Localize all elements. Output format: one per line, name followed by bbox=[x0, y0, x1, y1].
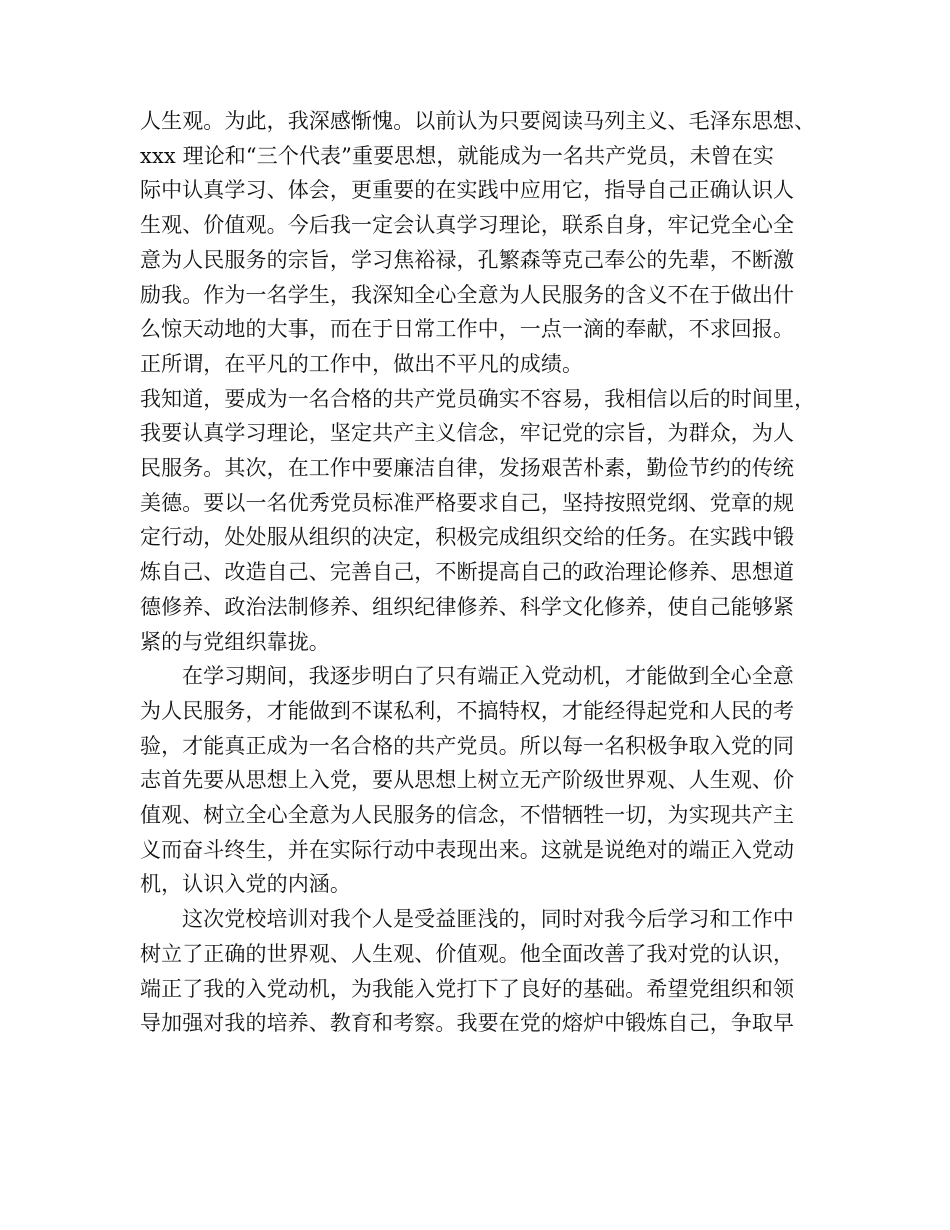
text-line: 为人民服务，才能做到不谋私利，不搞特权，才能经得起党和人民的考 bbox=[140, 698, 795, 723]
text-line: 炼自己、改造自己、完善自己，不断提高自己的政治理论修养、思想道 bbox=[140, 560, 795, 585]
text-line: 端正了我的入党动机，为我能入党打下了良好的基础。希望党组织和领 bbox=[140, 976, 795, 1001]
paragraph-2 bbox=[140, 382, 820, 660]
text-line: 树立了正确的世界观、人生观、价值观。他全面改善了我对党的认识， bbox=[140, 941, 795, 966]
text-line: 志首先要从思想上入党，要从思想上树立无产阶级世界观、人生观、价 bbox=[140, 768, 795, 793]
text-line: 定行动，处处服从组织的决定，积极完成组织交给的任务。在实践中锻 bbox=[140, 525, 795, 550]
document-body bbox=[140, 104, 820, 1041]
text-line: 我知道，要成为一名合格的共产党员确实不容易，我相信以后的时间里， bbox=[140, 386, 816, 411]
text-line: 生观、价值观。今后我一定会认真学习理论，联系自身，牢记党全心全 bbox=[140, 213, 795, 238]
text-line: 美德。要以一名优秀党员标准严格要求自己，坚持按照党纲、党章的规 bbox=[140, 490, 795, 515]
text-line: 我要认真学习理论，坚定共产主义信念，牢记党的宗旨，为群众，为人 bbox=[140, 421, 795, 446]
text-line: 机，认识入党的内涵。 bbox=[140, 872, 351, 897]
text-line: 值观、树立全心全意为人民服务的信念，不惜牺牲一切，为实现共产主 bbox=[140, 803, 795, 828]
text-line: 人生观。为此，我深感惭愧。以前认为只要阅读马列主义、毛泽东思想、 bbox=[140, 109, 816, 133]
text-line: 验，才能真正成为一名合格的共产党员。所以每一名积极争取入党的同 bbox=[140, 733, 795, 758]
text-line: 德修养、政治法制修养、组织纪律修养、科学文化修养，使自己能够紧 bbox=[140, 594, 795, 619]
text-line: 么惊天动地的大事，而在于日常工作中，一点一滴的奉献，不求回报。 bbox=[140, 317, 795, 342]
text-line: 际中认真学习、体会，更重要的在实践中应用它，指导自己正确认识人 bbox=[140, 178, 795, 203]
text-line: xxx 理论和“三个代表”重要思想，就能成为一名共产党员，未曾在实 bbox=[140, 143, 774, 168]
text-line: 民服务。其次，在工作中要廉洁自律，发扬艰苦朴素，勤俭节约的传统 bbox=[140, 456, 795, 481]
paragraph-4 bbox=[140, 902, 820, 1041]
paragraph-3 bbox=[140, 659, 820, 902]
text-line: 励我。作为一名学生，我深知全心全意为人民服务的含义不在于做出什 bbox=[140, 282, 795, 307]
text-line: 紧的与党组织靠拢。 bbox=[140, 629, 330, 654]
text-line: 在学习期间，我逐步明白了只有端正入党动机，才能做到全心全意 bbox=[182, 664, 794, 689]
text-line: 正所谓，在平凡的工作中，做出不平凡的成绩。 bbox=[140, 351, 584, 376]
text-line: 导加强对我的培养、教育和考察。我要在党的熔炉中锻炼自己，争取早 bbox=[140, 1011, 795, 1036]
text-line: 这次党校培训对我个人是受益匪浅的，同时对我今后学习和工作中 bbox=[182, 907, 794, 932]
paragraph-1 bbox=[140, 104, 820, 382]
text-line: 义而奋斗终生，并在实际行动中表现出来。这就是说绝对的端正入党动 bbox=[140, 837, 795, 862]
text-line: 意为人民服务的宗旨，学习焦裕禄，孔繁森等克己奉公的先辈，不断激 bbox=[140, 247, 795, 272]
